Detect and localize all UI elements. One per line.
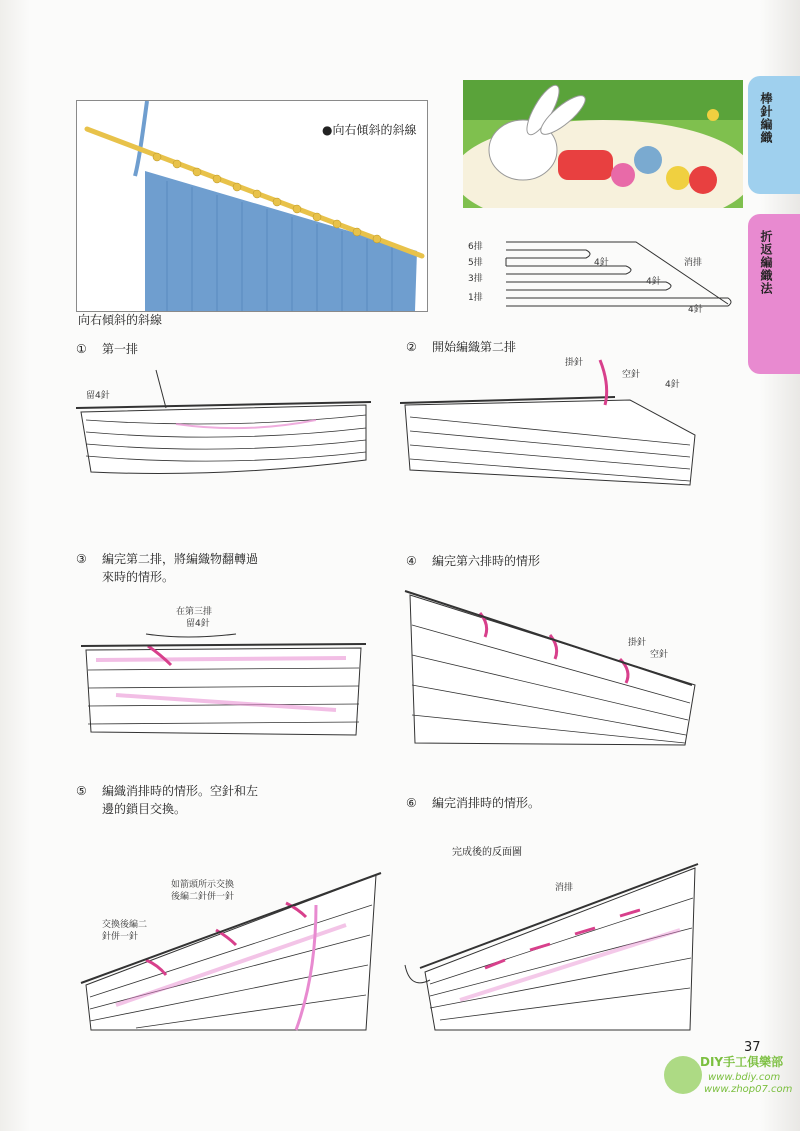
step-3-note-a: 在第三排 [176, 607, 213, 617]
step-3-note-b: 留4針 [186, 619, 210, 629]
step-5-text: 編織消排時的情形。空針和左 [102, 784, 259, 798]
step-2-note-kongzhen: 空針 [622, 370, 641, 380]
watermark [660, 1052, 800, 1102]
step-5-note-d: 針併一針 [102, 932, 139, 942]
diag-label-xiaopai: 消排 [684, 258, 703, 268]
side-tab-short-rows-label: 折返編織法 [759, 230, 773, 295]
diag-label-4b: 4針 [646, 277, 661, 287]
step-6-num: ⑥ [406, 796, 417, 810]
step-1-caption [76, 340, 138, 358]
step-4-caption [406, 552, 540, 570]
short-row-diagram [466, 232, 736, 317]
step-6-note-xiaopai: 消排 [555, 883, 574, 893]
step-6-text: 編完消排時的情形。 [432, 796, 541, 810]
bunny-illustration [463, 80, 743, 208]
step-1-num: ① [76, 342, 87, 356]
step-5-note-c: 交換後編二 [102, 920, 148, 930]
step-4-note-guazhen: 掛針 [628, 638, 647, 648]
side-tab-short-rows [748, 214, 800, 374]
step-3-text2: 來時的情形。 [102, 570, 175, 584]
photo-caption-in-box: ●向右傾斜的斜線 [322, 123, 417, 137]
step-5-note-a: 如箭頭所示交換 [171, 880, 235, 890]
side-tab-knitting [748, 76, 800, 194]
knit-diagram-6 [400, 860, 700, 1035]
step-3-text: 編完第二排，將編織物翻轉過 [102, 552, 259, 566]
step-4-text: 編完第六排時的情形 [432, 554, 541, 568]
step-2-num: ② [406, 340, 417, 354]
photo-caption-below: 向右傾斜的斜線 [78, 313, 163, 327]
step-3-num: ③ [76, 552, 87, 566]
step-4-num: ④ [406, 554, 417, 568]
watermark-line1: DIY手工俱樂部 [700, 1055, 784, 1069]
diag-label-4a: 4針 [594, 258, 609, 268]
knit-diagram-5 [76, 865, 386, 1040]
step-6-reverse-label: 完成後的反面圖 [452, 847, 522, 858]
row-label-1: 1排 [468, 293, 483, 303]
step-3-caption [76, 550, 258, 586]
step-2-caption [406, 338, 516, 356]
watermark-line3: www.zhop07.com [704, 1084, 793, 1095]
step-1-note: 留4針 [86, 391, 110, 401]
diag-label-4c: 4針 [688, 305, 703, 315]
step-5-caption [76, 782, 258, 818]
row-label-3: 3排 [468, 274, 483, 284]
knit-diagram-2 [400, 355, 700, 495]
step-2-note-guazhen: 掛針 [565, 358, 584, 368]
watermark-line2: www.bdiy.com [708, 1072, 781, 1083]
step-5-note-b: 後編二針併一針 [171, 892, 235, 902]
step-5-num: ⑤ [76, 784, 87, 798]
row-label-6: 6排 [468, 242, 483, 252]
step-4-note-kongzhen: 空針 [650, 650, 669, 660]
row-label-5: 5排 [468, 258, 483, 268]
watermark-logo-icon [664, 1056, 702, 1094]
step-6-caption [406, 794, 540, 812]
page-number: 37 [744, 1040, 761, 1055]
knit-diagram-4 [400, 585, 700, 750]
step-5-text2: 邊的鎖目交換。 [102, 802, 187, 816]
side-tab-knitting-label: 棒針編織 [759, 92, 773, 144]
step-2-note-4zhen: 4針 [665, 380, 680, 390]
step-2-text: 開始編織第二排 [432, 340, 517, 354]
knit-diagram-3 [76, 600, 376, 740]
knit-diagram-1 [76, 360, 376, 490]
step-1-text: 第一排 [102, 342, 139, 356]
